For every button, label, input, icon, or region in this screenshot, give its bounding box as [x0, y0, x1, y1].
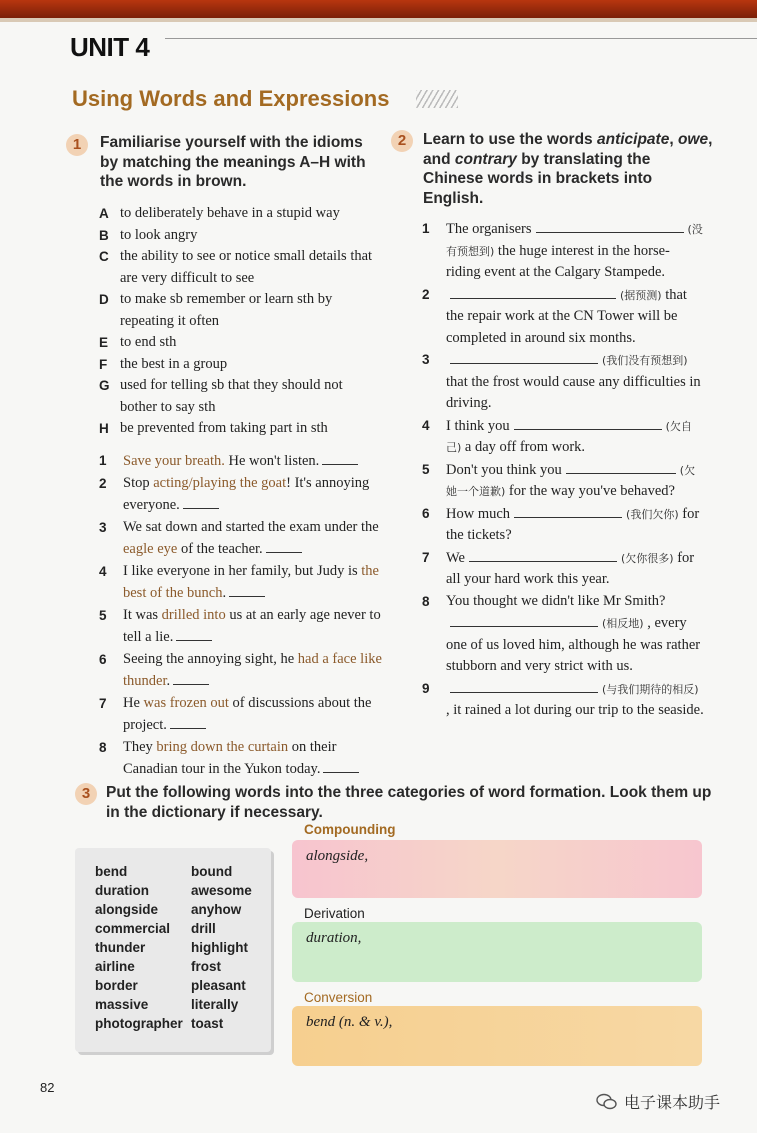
chinese-prompt: (与我们期待的相反): [602, 682, 699, 696]
translation-text: [446, 591, 704, 678]
translation-item: [422, 218, 704, 284]
sentence-post: on their Canadian tour in the Yukon today.: [123, 738, 337, 777]
idiom-in-brown: had a face like thunder: [123, 650, 382, 689]
q1-sentences-list: [99, 450, 383, 781]
meaning-text: to deliberately behave in a stupid way: [120, 205, 340, 221]
conversion-example: bend (n. & v.),: [306, 1014, 393, 1030]
translation-number: 1: [422, 221, 430, 236]
meaning-item: [99, 375, 381, 418]
meaning-item: [99, 332, 381, 354]
unit-title-rule: [165, 38, 757, 39]
category-label-compounding: Compounding: [304, 822, 396, 837]
word-bank-word: awesome: [191, 883, 252, 898]
translation-text: [446, 503, 704, 547]
sentence-post: ! It's annoying everyone.: [123, 474, 370, 513]
sentence-pre: They: [123, 738, 157, 755]
word-anticipate: anticipate: [596, 131, 670, 148]
q1-instructions: Familiarise yourself with the idioms by matching the meanings A–H with the words in brown.: [100, 134, 366, 190]
translation-text: [446, 459, 704, 503]
sentence-text: [123, 517, 383, 561]
q2-translation-list: [422, 218, 704, 722]
translation-post: that the repair work at the CN Tower will be completed in around six months.: [446, 286, 687, 346]
sentence-pre: It was: [123, 606, 162, 623]
word-bank-word: border: [95, 978, 138, 993]
translation-blank[interactable]: [514, 503, 622, 518]
chinese-prompt: (欠自己): [446, 419, 692, 454]
meaning-text: to make sb remember or learn sth by repeating it often: [120, 291, 333, 329]
meaning-letter: B: [99, 227, 109, 243]
answer-blank[interactable]: [323, 758, 359, 773]
answer-blank[interactable]: [322, 450, 358, 465]
idiom-in-brown: Save your breath.: [123, 453, 225, 469]
meaning-letter: C: [99, 249, 109, 264]
meaning-item: [99, 354, 381, 376]
meaning-letter: F: [99, 356, 108, 372]
translation-item: [422, 415, 704, 459]
translation-blank[interactable]: [450, 284, 616, 299]
chinese-prompt: (我们没有预想到): [602, 354, 688, 367]
translation-number: 3: [422, 352, 430, 367]
q1-meanings-list: [99, 203, 381, 440]
chinese-prompt: (据预测): [620, 288, 662, 302]
word-bank-word: photographer: [95, 1016, 183, 1031]
answer-blank[interactable]: [229, 582, 265, 597]
unit-title: UNIT 4: [70, 32, 150, 62]
idiom-in-brown: acting/playing the goat: [153, 474, 287, 491]
wechat-icon: [596, 1093, 618, 1111]
word-bank: [75, 848, 271, 1052]
derivation-answer-box[interactable]: [292, 922, 702, 982]
translation-post: for the way you've behaved?: [508, 483, 675, 499]
watermark: [596, 1090, 720, 1113]
translation-post: that the frost would cause any difficulties in driving.: [446, 373, 701, 411]
word-bank-word: commercial: [95, 921, 171, 936]
conversion-answer-box[interactable]: [292, 1006, 702, 1066]
word-bank-word: airline: [95, 959, 135, 974]
translation-number: 6: [422, 505, 430, 521]
sentence-item: [99, 517, 383, 561]
meaning-item: [99, 289, 381, 332]
translation-text: [446, 218, 704, 284]
sentence-item: [99, 473, 383, 517]
top-color-bar: [0, 0, 757, 18]
translation-post: for all your hard work this year.: [446, 549, 695, 587]
word-contrary: contrary: [454, 150, 517, 168]
translation-pre: We: [446, 549, 465, 566]
chinese-prompt: (欠她一个道歉): [446, 463, 696, 498]
sentence-number: 3: [99, 519, 107, 535]
translation-number: 8: [422, 593, 430, 609]
meaning-text: to look angry: [120, 226, 198, 243]
word-bank-word: highlight: [191, 940, 248, 955]
page-number: 82: [40, 1080, 55, 1095]
sentence-text: [123, 737, 383, 781]
sentence-text: [123, 473, 383, 517]
translation-item: [422, 591, 704, 678]
word-bank-word: pleasant: [191, 978, 246, 993]
word-bank-left-column: [95, 862, 183, 1033]
sentence-post: of the teacher.: [177, 541, 263, 557]
translation-post: a day off from work.: [464, 439, 586, 455]
word-bank-word: bound: [191, 864, 233, 879]
translation-text: [446, 349, 704, 415]
translation-post: , it rained a lot during our trip to the seaside.: [446, 702, 704, 718]
meaning-text: be prevented from taking part in sth: [120, 420, 328, 436]
translation-number: 2: [422, 286, 430, 302]
translation-blank[interactable]: [450, 678, 598, 693]
meaning-letter: H: [99, 421, 109, 436]
meaning-letter: E: [99, 335, 109, 350]
translation-pre: How much: [446, 505, 511, 522]
chinese-prompt: (没有预想到): [446, 223, 703, 258]
idiom-in-brown: eagle eye: [123, 541, 178, 557]
sentence-post: .: [166, 673, 171, 689]
derivation-example: duration,: [306, 930, 362, 946]
word-bank-word: thunder: [95, 940, 146, 955]
word-bank-word: frost: [191, 959, 221, 974]
top-color-bar-shadow: [0, 18, 757, 22]
meaning-item: [99, 225, 381, 247]
compounding-answer-box[interactable]: [292, 840, 702, 898]
sentence-post: of discussions about the project.: [123, 694, 372, 733]
translation-blank[interactable]: [536, 218, 684, 233]
chinese-prompt: (相反地): [602, 617, 644, 630]
word-bank-word: bend: [95, 864, 128, 879]
sentence-number: 1: [99, 453, 107, 468]
sentence-text: [123, 561, 383, 605]
sentence-text: [123, 693, 383, 737]
word-bank-word: literally: [191, 997, 239, 1012]
translation-item: [422, 459, 704, 503]
idiom-in-brown: bring down the curtain: [156, 738, 289, 755]
translation-item: [422, 547, 704, 591]
meaning-letter: D: [99, 292, 109, 307]
word-owe: owe: [677, 131, 709, 148]
meaning-item: [99, 246, 381, 289]
word-bank-word: alongside: [95, 902, 159, 917]
sentence-number: 8: [99, 739, 107, 755]
sentence-item: [99, 561, 383, 605]
meaning-text: the ability to see or notice small details that are very difficult to see: [120, 248, 373, 286]
sentence-pre: Seeing the annoying sight, he: [123, 650, 298, 667]
chinese-prompt: (欠你很多): [620, 551, 674, 565]
translation-pre: I think you: [446, 417, 510, 434]
sentence-number: 4: [99, 563, 107, 579]
translation-pre: Don't you think you: [446, 461, 562, 478]
translation-blank[interactable]: [514, 415, 662, 430]
sentence-item: [99, 693, 383, 737]
translation-blank[interactable]: [450, 612, 598, 627]
word-bank-word: anyhow: [191, 902, 242, 917]
translation-number: 7: [422, 549, 430, 565]
section-hatch-decoration: [416, 90, 458, 108]
translation-pre: You thought we didn't like Mr Smith?: [446, 592, 666, 609]
sentence-text: [123, 605, 383, 649]
sentence-item: [99, 737, 383, 781]
translation-blank[interactable]: [566, 459, 676, 474]
translation-post: the huge interest in the horse-riding event at the Calgary Stampede.: [446, 242, 670, 280]
sentence-pre: I like everyone in her family, but Judy is: [123, 562, 362, 579]
translation-post: for the tickets?: [446, 505, 700, 543]
translation-number: 5: [422, 461, 430, 477]
answer-blank[interactable]: [170, 714, 206, 729]
meaning-text: the best in a group: [120, 355, 228, 372]
sentence-text: [123, 450, 358, 473]
sentence-pre: We sat down and started the exam under the: [123, 518, 379, 535]
sentence-item: [99, 649, 383, 693]
category-label-conversion: Conversion: [304, 990, 373, 1005]
word-bank-word: massive: [95, 997, 149, 1012]
category-label-derivation: Derivation: [304, 906, 365, 921]
translation-text: [446, 678, 704, 722]
word-bank-right-column: [191, 862, 252, 1033]
word-bank-word: toast: [191, 1016, 224, 1031]
idiom-in-brown: the best of the bunch: [123, 562, 379, 601]
answer-blank[interactable]: [173, 670, 209, 685]
sentence-number: 7: [99, 695, 107, 711]
sentence-item: [99, 605, 383, 649]
translation-text: [446, 284, 704, 350]
idiom-in-brown: was frozen out: [143, 694, 229, 711]
answer-blank[interactable]: [266, 538, 302, 553]
q3-instructions: Put the following words into the three categories of word formation. Look them up in the dictionary if necessary.: [106, 784, 712, 821]
sentence-pre: He: [123, 694, 144, 711]
meaning-letter: A: [99, 206, 109, 221]
section-title: Using Words and Expressions: [72, 86, 390, 111]
translation-number: 4: [422, 417, 430, 433]
compounding-example: alongside,: [306, 848, 369, 864]
answer-blank[interactable]: [176, 626, 212, 641]
translation-text: [446, 415, 704, 459]
translation-blank[interactable]: [469, 547, 617, 562]
q2-number-badge: 2: [391, 130, 413, 152]
translation-pre: The organisers: [446, 221, 532, 237]
meaning-text: to end sth: [120, 334, 177, 350]
sentence-number: 6: [99, 651, 107, 667]
idiom-in-brown: drilled into: [161, 606, 226, 623]
translation-text: [446, 547, 704, 591]
translation-item: [422, 503, 704, 547]
sentence-number: 5: [99, 607, 107, 623]
q3-number-badge: 3: [75, 783, 97, 805]
meaning-item: [99, 203, 381, 225]
word-bank-word: drill: [191, 921, 216, 936]
translation-item: [422, 284, 704, 350]
meaning-item: [99, 418, 381, 440]
translation-number: 9: [422, 680, 430, 696]
translation-item: [422, 349, 704, 415]
sentence-post: us at an early age never to tell a lie.: [123, 606, 381, 645]
meaning-letter: G: [99, 378, 110, 393]
sentence-post: .: [222, 585, 227, 601]
chinese-prompt: (我们欠你): [626, 507, 679, 521]
meaning-text: used for telling sb that they should not bother to say sth: [120, 377, 343, 415]
sentence-post: He won't listen.: [224, 453, 320, 469]
q1-number-badge: 1: [66, 134, 88, 156]
translation-blank[interactable]: [450, 349, 598, 364]
translation-post: , every one of us loved him, although he was rather stubborn and very strict with us.: [446, 615, 701, 674]
q2-instructions: Learn to use the words anticipate, owe, and contrary by translating the Chinese words in brackets into English.: [423, 131, 713, 207]
answer-blank[interactable]: [183, 494, 219, 509]
sentence-number: 2: [99, 475, 107, 491]
word-bank-word: duration: [95, 883, 149, 898]
watermark-text: 电子课本助手: [624, 1093, 721, 1112]
translation-item: [422, 678, 704, 722]
sentence-pre: Stop: [123, 474, 154, 491]
sentence-item: [99, 450, 383, 473]
sentence-text: [123, 649, 383, 693]
